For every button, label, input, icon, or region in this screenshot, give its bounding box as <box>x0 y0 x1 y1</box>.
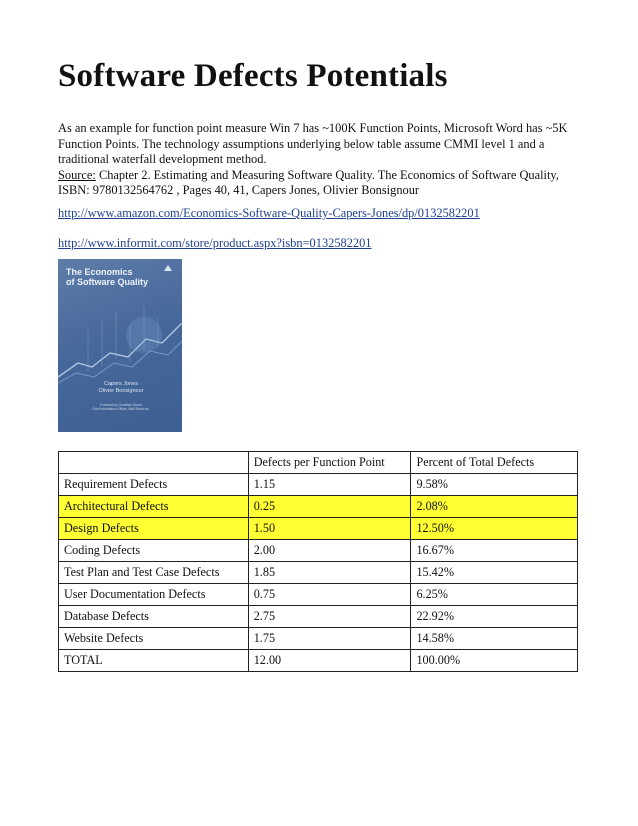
source-label: Source: <box>58 167 96 182</box>
table-row <box>59 628 578 650</box>
cell-defects-per-fp: 1.75 <box>248 628 411 650</box>
table-row <box>59 540 578 562</box>
cell-defects-per-fp: 1.85 <box>248 562 411 584</box>
table-row <box>59 518 578 540</box>
header-percent: Percent of Total Defects <box>411 452 578 474</box>
cell-percent: 15.42% <box>411 562 578 584</box>
cell-category: Test Plan and Test Case Defects <box>59 562 249 584</box>
book-cover-image <box>58 259 182 432</box>
cell-defects-per-fp: 12.00 <box>248 650 411 672</box>
cell-percent: 22.92% <box>411 606 578 628</box>
table-row <box>59 584 578 606</box>
cell-category: TOTAL <box>59 650 249 672</box>
table-row <box>59 496 578 518</box>
source-paragraph <box>58 168 583 199</box>
defects-table <box>58 451 578 672</box>
cell-category: Coding Defects <box>59 540 249 562</box>
table-header-row <box>59 452 578 474</box>
table-row <box>59 606 578 628</box>
cell-category: User Documentation Defects <box>59 584 249 606</box>
intro-text <box>58 121 583 199</box>
page-title: Software Defects Potentials <box>58 58 448 94</box>
cell-percent: 100.00% <box>411 650 578 672</box>
table-row <box>59 650 578 672</box>
informit-link[interactable]: http://www.informit.com/store/product.aspx?isbn=0132582201 <box>58 236 372 250</box>
cell-category: Requirement Defects <box>59 474 249 496</box>
cell-defects-per-fp: 0.25 <box>248 496 411 518</box>
cell-percent: 16.67% <box>411 540 578 562</box>
cover-title: The Economics of Software Quality <box>66 267 149 287</box>
cell-defects-per-fp: 1.50 <box>248 518 411 540</box>
cover-foreword: Foreword by Jonathan Hirsch Chief Information Officer, Wall Street Inc. <box>92 403 150 411</box>
cell-defects-per-fp: 1.15 <box>248 474 411 496</box>
cell-percent: 6.25% <box>411 584 578 606</box>
source-text: Chapter 2. Estimating and Measuring Software Quality. The Economics of Software Quality, ISBN: 9780132564762 , Pages 40, 41, Capers Jones, Olivier Bonsignour <box>58 167 559 197</box>
cell-defects-per-fp: 0.75 <box>248 584 411 606</box>
cell-category: Design Defects <box>59 518 249 540</box>
header-category <box>59 452 249 474</box>
amazon-link[interactable]: http://www.amazon.com/Economics-Software-Quality-Capers-Jones/dp/0132582201 <box>58 206 480 220</box>
cell-category: Website Defects <box>59 628 249 650</box>
cover-authors: Capers Jones Olivier Bonsignour <box>98 381 144 394</box>
table-row <box>59 562 578 584</box>
cell-percent: 14.58% <box>411 628 578 650</box>
cell-defects-per-fp: 2.00 <box>248 540 411 562</box>
cell-percent: 2.08% <box>411 496 578 518</box>
table-row <box>59 474 578 496</box>
cell-category: Architectural Defects <box>59 496 249 518</box>
cell-percent: 12.50% <box>411 518 578 540</box>
cell-category: Database Defects <box>59 606 249 628</box>
cell-defects-per-fp: 2.75 <box>248 606 411 628</box>
cell-percent: 9.58% <box>411 474 578 496</box>
header-defects-per-fp: Defects per Function Point <box>248 452 411 474</box>
intro-paragraph: As an example for function point measure Win 7 has ~100K Function Points, Microsoft Word has ~5K Function Points. The technology assumptions underlying below table assume CMMI level 1 and a traditional waterfall development method. <box>58 121 568 166</box>
